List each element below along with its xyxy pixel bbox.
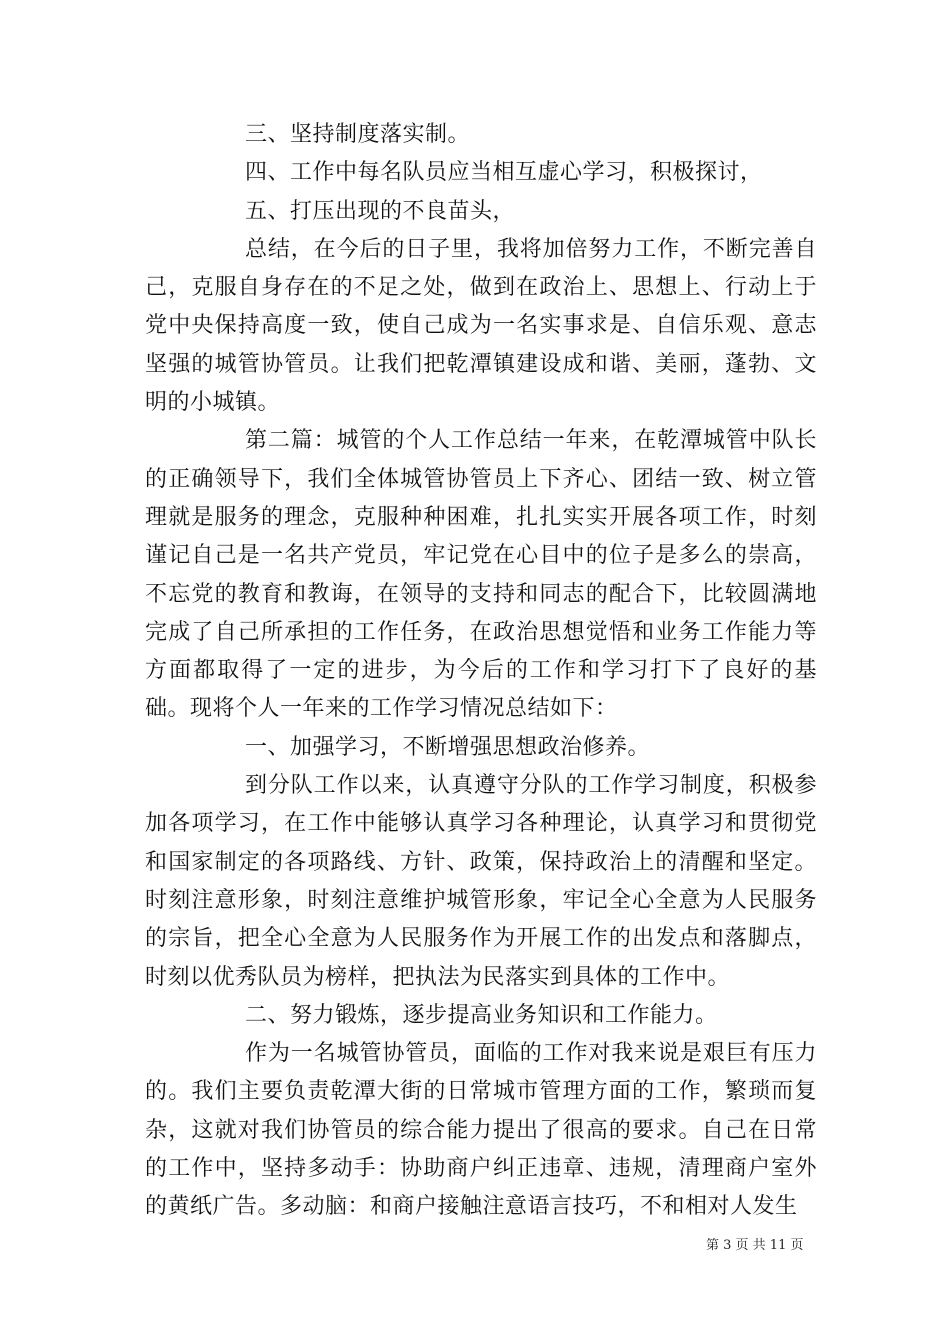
paragraph-study: 到分队工作以来，认真遵守分队的工作学习制度，积极参加各项学习，在工作中能够认真学习各种理论，认真学习和贯彻党和国家制定的各项路线、方针、政策，保持政治上的清醒和坚定。时刻注意形象，时刻注意维护城管形象，牢记全心全意为人民服务的宗旨，把全心全意为人民服务作为开展工作的出发点和落脚点，时刻以优秀队员为榜样，把执法为民落实到具体的工作中。 — [145, 773, 817, 990]
paragraph-work: 作为一名城管协管员，面临的工作对我来说是艰巨有压力的。我们主要负责乾潭大街的日常城市管理方面的工作，繁琐而复杂，这就对我们协管员的综合能力提出了很高的要求。自己在日常的工作中，坚持多动手：协助商户纠正违章、违规，清理商户室外的黄纸广告。多动脑：和商户接触注意语言技巧，不和相对人发生 — [145, 1041, 817, 1220]
section-heading-1: 一、加强学习，不断增强思想政治修养。 — [245, 734, 651, 760]
paragraph-item-5: 五、打压出现的不良苗头， — [245, 198, 516, 224]
paragraph-second-article-intro: 第二篇：城管的个人工作总结一年来，在乾潭城管中队长的正确领导下，我们全体城管协管员上下齐心、团结一致、树立管理就是服务的理念，克服种种困难，扎扎实实开展各项工作，时刻谨记自己是一名共产党员，牢记党在心目中的位子是多么的崇高，不忘党的教育和教诲，在领导的支持和同志的配合下，比较圆满地完成了自己所承担的工作任务，在政治思想觉悟和业务工作能力等方面都取得了一定的进步，为今后的工作和学习打下了良好的基础。现将个人一年来的工作学习情况总结如下： — [145, 428, 817, 722]
paragraph-item-4: 四、工作中每名队员应当相互虚心学习，积极探讨， — [245, 160, 763, 186]
paragraph-summary: 总结，在今后的日子里，我将加倍努力工作，不断完善自己，克服自身存在的不足之处，做到在政治上、思想上、行动上于党中央保持高度一致，使自己成为一名实事求是、自信乐观、意志坚强的城管协管员。让我们把乾潭镇建设成和谐、美丽，蓬勃、文明的小城镇。 — [145, 236, 817, 416]
document-body — [145, 116, 817, 1227]
paragraph-item-3: 三、坚持制度落实制。 — [245, 122, 471, 147]
page-footer: 第 3 页 共 11 页 — [706, 1238, 804, 1253]
section-heading-2: 二、努力锻炼，逐步提高业务知识和工作能力。 — [245, 1002, 718, 1028]
